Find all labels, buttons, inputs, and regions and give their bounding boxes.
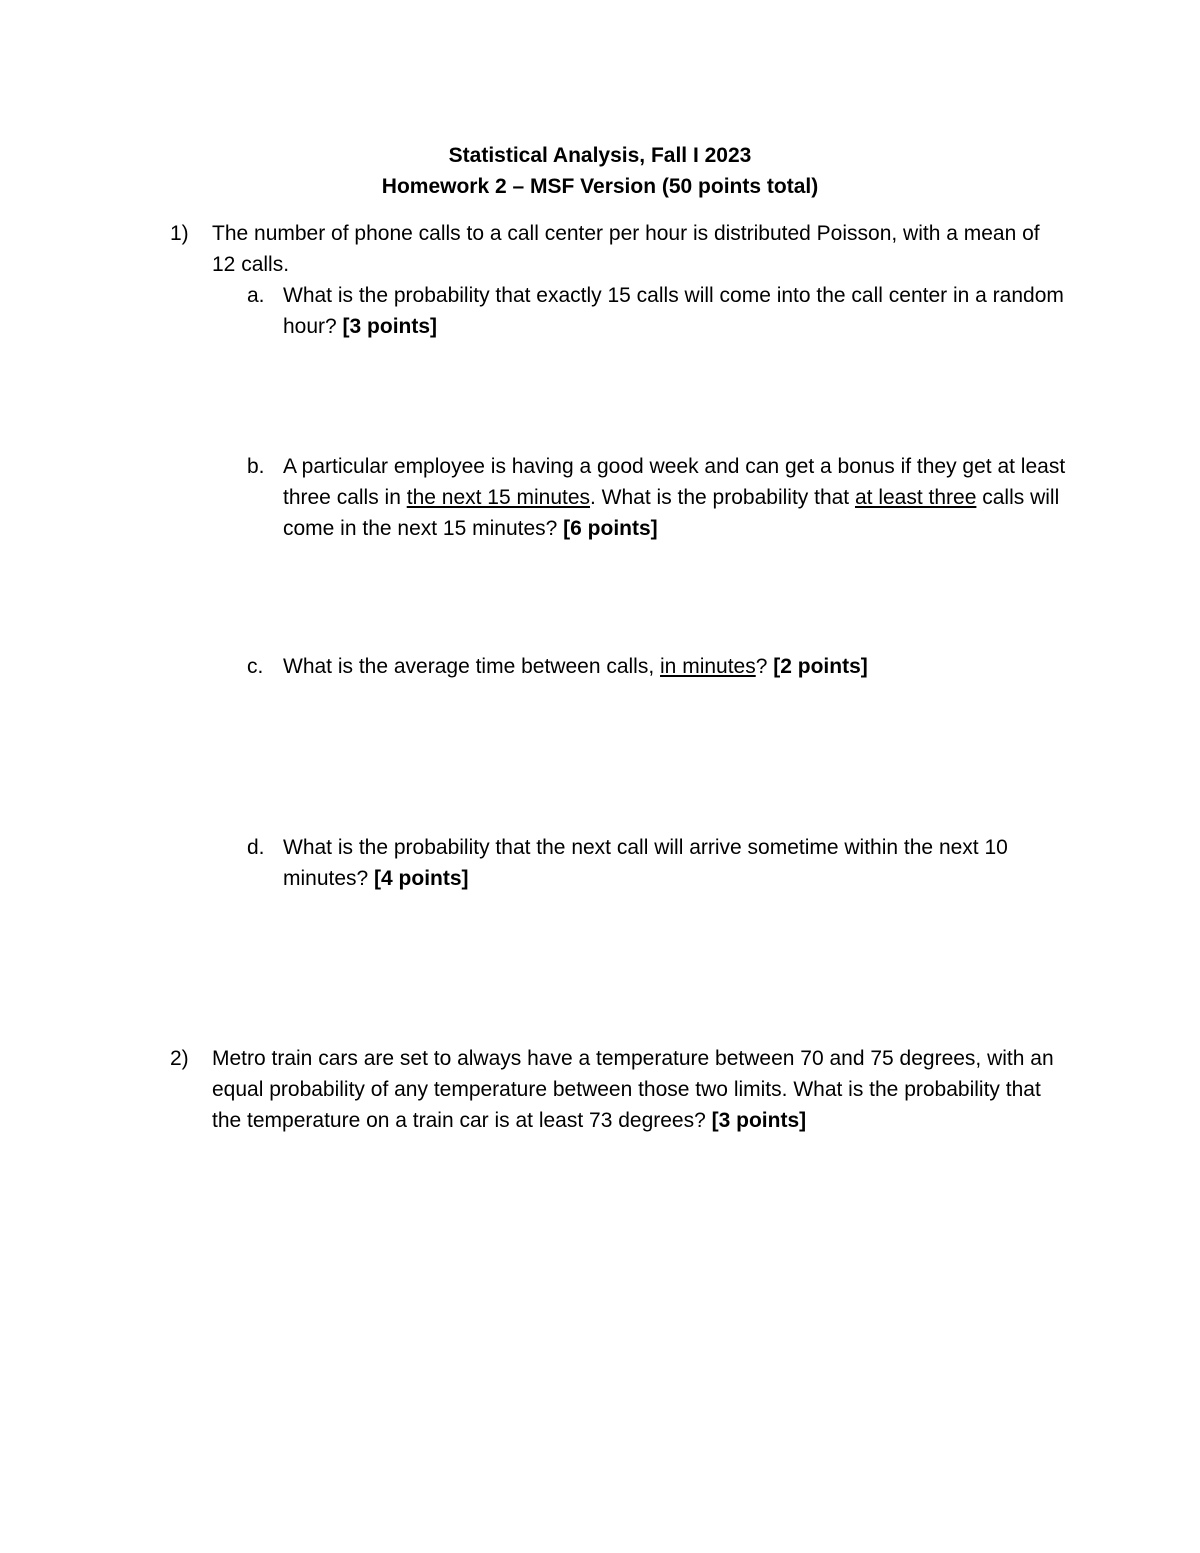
question-1b-body-3: calls will come in the next 15 minutes? [283, 486, 1060, 540]
question-1d-points: [4 points] [374, 867, 469, 890]
question-1c-body-2: ? [755, 655, 774, 678]
question-1c-points: [2 points] [773, 655, 868, 678]
question-1d-body: What is the probability that the next call will arrive sometime within the next 10 minutes? [283, 836, 1008, 890]
question-1b-body-2: . What is the probability that [590, 486, 855, 509]
question-1a-points: [3 points] [342, 315, 438, 338]
question-1b-letter: b. [247, 455, 265, 478]
question-1b-body-1: A particular employee is having a good week and can get a bonus if they get at least three calls in [283, 455, 1066, 509]
question-1-number: 1) [170, 222, 189, 245]
question-1-text: The number of phone calls to a call center per hour is distributed Poisson, with a mean of 12 calls. [212, 222, 1040, 276]
question-2-text [212, 1043, 1062, 1136]
question-2-number: 2) [170, 1047, 189, 1070]
question-1a-text [283, 280, 1073, 342]
question-1b-underline-2: at least three [854, 486, 977, 509]
question-1c-text [283, 651, 1073, 682]
question-2-body: Metro train cars are set to always have a temperature between 70 and 75 degrees, with an equal probability of any temperature between those two limits. What is the probability that the temperature on a train car is at least 73 degrees? [212, 1047, 1054, 1132]
question-1a-body: What is the probability that exactly 15 calls will come into the call center in a random hour? [283, 284, 1064, 338]
page-subtitle: Homework 2 – MSF Version (50 points total) [381, 175, 819, 198]
question-1d-letter: d. [247, 836, 265, 859]
question-1c-underline-1: in minutes [660, 655, 756, 678]
question-1b-text [283, 451, 1073, 544]
question-1c-body-1: What is the average time between calls, [283, 655, 661, 678]
question-2-points: [3 points] [711, 1109, 807, 1132]
question-1c-letter: c. [247, 655, 264, 678]
question-1a-letter: a. [247, 284, 265, 307]
question-1d-text [283, 832, 1073, 894]
question-1b-underline-1: the next 15 minutes [406, 486, 591, 509]
page-title: Statistical Analysis, Fall I 2023 [448, 144, 752, 167]
question-1b-points: [6 points] [563, 517, 658, 540]
